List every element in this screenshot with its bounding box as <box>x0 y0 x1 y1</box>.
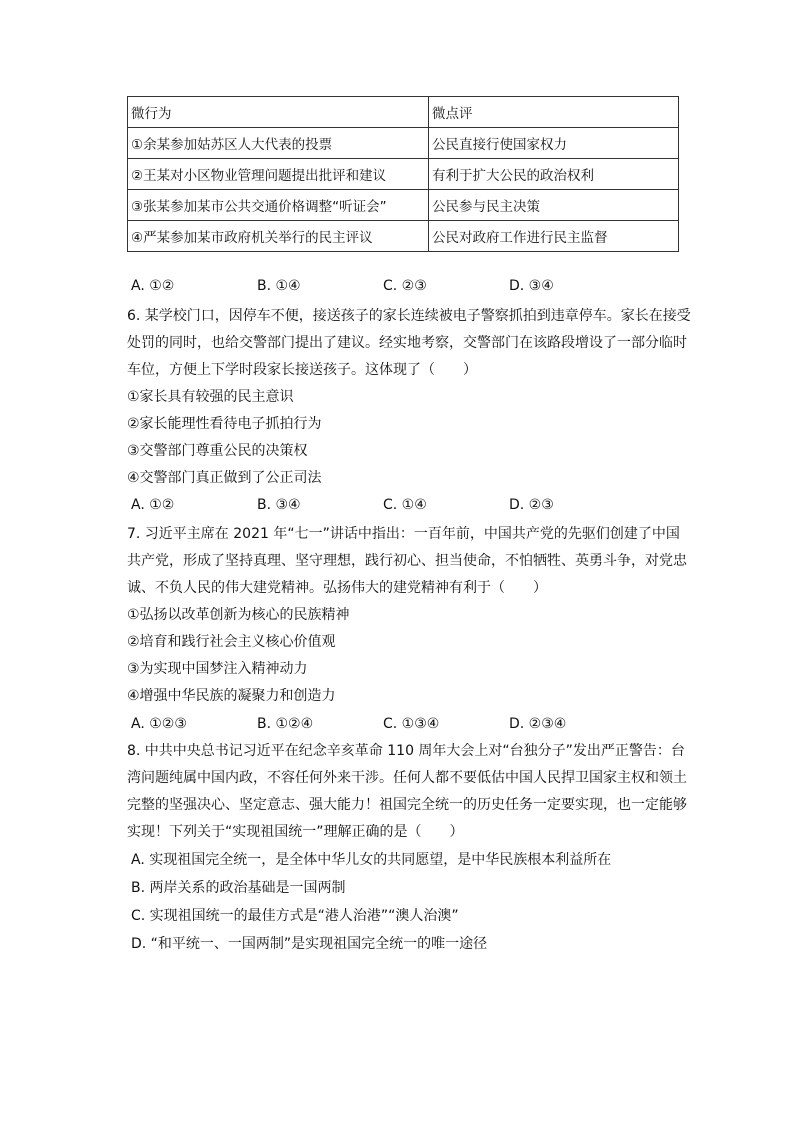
table-row <box>128 159 679 190</box>
option-c: C. ②③ <box>383 278 427 294</box>
q6-stem-line: 处罚的同时，也给交警部门提出了建议。经实地考察，交警部门在该路段增设了一部分临时 <box>127 335 687 351</box>
option-b: B. ③④ <box>257 497 301 513</box>
option-a: A. ①②③ <box>131 716 187 732</box>
q7-stem-line: 7. 习近平主席在 2021 年“七一”讲话中指出：一百年前，中国共产党的先驱们创建了中国 <box>127 526 680 542</box>
q6-stem-line: 6. 某学校门口，因停车不便，接送孩子的家长连续被电子警察抓拍到违章停车。家长在接受 <box>127 308 691 324</box>
q7-stem-line: 共产党，形成了坚持真理、坚守理想，践行初心、担当使命，不怕牺牲、英勇斗争，对党忠 <box>127 553 687 569</box>
table-cell: ①余某参加姑苏区人大代表的投票 <box>128 128 429 159</box>
table-header-cell: 微点评 <box>429 97 679 128</box>
table-cell: 公民参与民主决策 <box>429 190 679 221</box>
table-header-row <box>128 97 679 128</box>
option-b: B. ①②④ <box>257 716 314 732</box>
q7-item: ④增强中华民族的凝聚力和创造力 <box>127 688 336 704</box>
q8-stem-line: 实现！下列关于“实现祖国统一”理解正确的是（ ） <box>127 824 464 840</box>
option-a: A. ①② <box>131 278 175 294</box>
q8-option-b: B. 两岸关系的政治基础是一国两制 <box>131 880 346 896</box>
q8-option-c: C. 实现祖国统一的最佳方式是“港人治港”“澳人治澳” <box>131 908 459 924</box>
table-cell: ④严某参加某市政府机关举行的民主评议 <box>128 221 429 252</box>
q8-option-a: A. 实现祖国完全统一，是全体中华儿女的共同愿望，是中华民族根本利益所在 <box>131 852 612 868</box>
option-d: D. ②③④ <box>509 716 567 732</box>
q7-item: ③为实现中国梦注入精神动力 <box>127 661 308 677</box>
q8-option-d: D. “和平统一、一国两制”是实现祖国完全统一的唯一途径 <box>131 936 488 952</box>
q8-stem-line: 完整的坚强决心、坚定意志、强大能力！祖国完全统一的历史任务一定要实现，也一定能够 <box>127 797 687 813</box>
table-cell: 公民直接行使国家权力 <box>429 128 679 159</box>
option-a: A. ①② <box>131 497 175 513</box>
table-row <box>128 221 679 252</box>
q6-item: ①家长具有较强的民主意识 <box>127 389 294 405</box>
q7-item: ①弘扬以改革创新为核心的民族精神 <box>127 607 350 623</box>
q8-stem-line: 8. 中共中央总书记习近平在纪念辛亥革命 110 周年大会上对“台独分子”发出严正警告：台 <box>127 743 685 759</box>
table-row <box>128 128 679 159</box>
q6-item: ④交警部门真正做到了公正司法 <box>127 470 322 486</box>
q6-item: ②家长能理性看待电子抓拍行为 <box>127 416 322 432</box>
table-row <box>128 190 679 221</box>
q8-stem-line: 湾问题纯属中国内政，不容任何外来干涉。任何人都不要低估中国人民捍卫国家主权和领土 <box>127 770 687 786</box>
option-b: B. ①④ <box>257 278 301 294</box>
option-d: D. ②③ <box>509 497 554 513</box>
option-c: C. ①③④ <box>383 716 440 732</box>
table-header-cell: 微行为 <box>128 97 429 128</box>
option-d: D. ③④ <box>509 278 554 294</box>
table-cell: 有利于扩大公民的政治权利 <box>429 159 679 190</box>
table-cell: ③张某参加某市公共交通价格调整“听证会” <box>128 190 429 221</box>
option-c: C. ①④ <box>383 497 427 513</box>
q7-item: ②培育和践行社会主义核心价值观 <box>127 634 336 650</box>
q6-stem-line: 车位，方便上下学时段家长接送孩子。这体现了（ ） <box>127 362 477 378</box>
behavior-comment-table <box>127 96 679 252</box>
q6-item: ③交警部门尊重公民的决策权 <box>127 443 308 459</box>
q7-stem-line: 诚、不负人民的伟大建党精神。弘扬伟大的建党精神有利于（ ） <box>127 580 547 596</box>
table-cell: 公民对政府工作进行民主监督 <box>429 221 679 252</box>
table-cell: ②王某对小区物业管理问题提出批评和建议 <box>128 159 429 190</box>
